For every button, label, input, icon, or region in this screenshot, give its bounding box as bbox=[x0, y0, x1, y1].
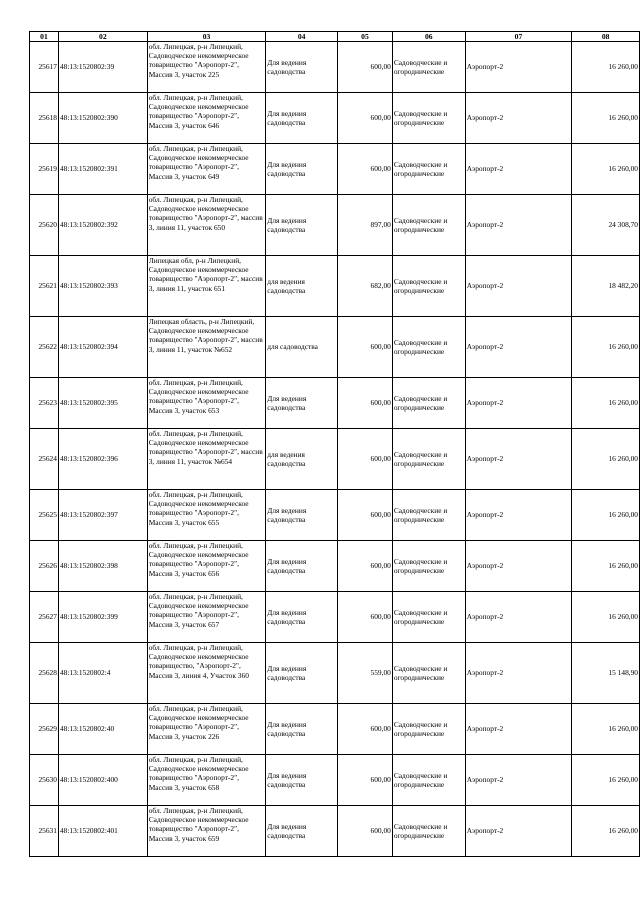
address-text: обл. Липецкая, р-н Липецкий, Садоводческое некоммерческое товарищество "Аэропорт-2", Массив 3, участок 659 bbox=[148, 806, 249, 843]
land-category-cell: Садоводческие и огороднические bbox=[392, 541, 465, 592]
address-cell bbox=[147, 704, 266, 755]
cadastral-number-cell: 48:13:1520802:398 bbox=[58, 541, 147, 592]
association-name-cell: Аэропорт-2 bbox=[465, 755, 572, 806]
cadastral-number-cell: 48:13:1520802:395 bbox=[58, 378, 147, 429]
permitted-use-cell: Для ведения садоводства bbox=[266, 144, 338, 195]
permitted-use-cell: Для ведения садоводства bbox=[266, 806, 338, 857]
table-row bbox=[30, 490, 640, 541]
row-number-cell: 25622 bbox=[30, 317, 59, 378]
address-text: обл. Липецкая, р-н Липецкий, Садоводческое некоммерческое товарищество "Аэропорт-2", Массив 3, участок 225 bbox=[148, 42, 249, 79]
address-cell bbox=[147, 755, 266, 806]
address-cell bbox=[147, 490, 266, 541]
permitted-use-cell: Для ведения садоводства bbox=[266, 643, 338, 704]
cadastral-value-cell: 16 260,00 bbox=[572, 93, 640, 144]
land-registry-table bbox=[29, 31, 640, 857]
cadastral-number-cell: 48:13:1520802:4 bbox=[58, 643, 147, 704]
permitted-use-cell: Для ведения садоводства bbox=[266, 541, 338, 592]
area-value-cell: 682,00 bbox=[338, 256, 393, 317]
cadastral-value-cell: 15 148,90 bbox=[572, 643, 640, 704]
association-name-cell: Аэропорт-2 bbox=[465, 378, 572, 429]
address-cell bbox=[147, 93, 266, 144]
land-category-cell: Садоводческие и огороднические bbox=[392, 42, 465, 93]
area-value-cell: 559,00 bbox=[338, 643, 393, 704]
land-category-cell: Садоводческие и огороднические bbox=[392, 592, 465, 643]
cadastral-number-cell: 48:13:1520802:397 bbox=[58, 490, 147, 541]
table-row bbox=[30, 144, 640, 195]
association-name-cell: Аэропорт-2 bbox=[465, 490, 572, 541]
cadastral-number-cell: 48:13:1520802:392 bbox=[58, 195, 147, 256]
row-number-cell: 25621 bbox=[30, 256, 59, 317]
column-header-01: 01 bbox=[30, 32, 59, 42]
cadastral-number-cell: 48:13:1520802:396 bbox=[58, 429, 147, 490]
area-value-cell: 897,00 bbox=[338, 195, 393, 256]
cadastral-value-cell: 16 260,00 bbox=[572, 755, 640, 806]
address-cell bbox=[147, 256, 266, 317]
row-number-cell: 25627 bbox=[30, 592, 59, 643]
column-header-03: 03 bbox=[147, 32, 266, 42]
area-value-cell: 600,00 bbox=[338, 755, 393, 806]
table-row bbox=[30, 704, 640, 755]
address-text: Липецкая область, р-н Липецкий, Садоводческое некоммерческое товарищество "Аэропорт-2", массив 3, линия 11, участок №652 bbox=[148, 317, 263, 354]
table-body bbox=[30, 42, 640, 857]
address-text: обл. Липецкая, р-н Липецкий, Садоводческое некоммерческое товарищество "Аэропорт-2", Массив 3, участок 658 bbox=[148, 755, 249, 792]
cadastral-value-cell: 24 308,70 bbox=[572, 195, 640, 256]
cadastral-number-cell: 48:13:1520802:399 bbox=[58, 592, 147, 643]
cadastral-number-cell: 48:13:1520802:390 bbox=[58, 93, 147, 144]
address-text: обл. Липецкая, р-н Липецкий, Садоводческое некоммерческое товарищество "Аэропорт-2", Массив 3, участок 653 bbox=[148, 378, 249, 415]
address-cell bbox=[147, 42, 266, 93]
land-category-cell: Садоводческие и огороднические bbox=[392, 429, 465, 490]
land-category-cell: Садоводческие и огороднические bbox=[392, 378, 465, 429]
cadastral-value-cell: 16 260,00 bbox=[572, 806, 640, 857]
association-name-cell: Аэропорт-2 bbox=[465, 256, 572, 317]
area-value-cell: 600,00 bbox=[338, 490, 393, 541]
column-header-05: 05 bbox=[338, 32, 393, 42]
table-row bbox=[30, 592, 640, 643]
address-text: обл. Липецкая, р-н Липецкий, Садоводческое некоммерческое товарищество "Аэропорт-2", Массив 3, участок 646 bbox=[148, 93, 249, 130]
row-number-cell: 25617 bbox=[30, 42, 59, 93]
address-cell bbox=[147, 643, 266, 704]
row-number-cell: 25631 bbox=[30, 806, 59, 857]
cadastral-value-cell: 18 482,20 bbox=[572, 256, 640, 317]
association-name-cell: Аэропорт-2 bbox=[465, 144, 572, 195]
column-header-07: 07 bbox=[465, 32, 572, 42]
address-text: обл. Липецкая, р-н Липецкий, Садоводческое некоммерческое товарищество "Аэропорт-2", Массив 3, участок 656 bbox=[148, 541, 249, 578]
table-row bbox=[30, 317, 640, 378]
row-number-cell: 25623 bbox=[30, 378, 59, 429]
area-value-cell: 600,00 bbox=[338, 42, 393, 93]
permitted-use-cell: Для ведения садоводства bbox=[266, 704, 338, 755]
cadastral-value-cell: 16 260,00 bbox=[572, 704, 640, 755]
cadastral-number-cell: 48:13:1520802:391 bbox=[58, 144, 147, 195]
association-name-cell: Аэропорт-2 bbox=[465, 643, 572, 704]
land-category-cell: Садоводческие и огороднические bbox=[392, 704, 465, 755]
address-cell bbox=[147, 592, 266, 643]
header-row bbox=[30, 32, 640, 42]
area-value-cell: 600,00 bbox=[338, 806, 393, 857]
row-number-cell: 25618 bbox=[30, 93, 59, 144]
land-category-cell: Садоводческие и огороднические bbox=[392, 93, 465, 144]
row-number-cell: 25619 bbox=[30, 144, 59, 195]
association-name-cell: Аэропорт-2 bbox=[465, 42, 572, 93]
cadastral-value-cell: 16 260,00 bbox=[572, 144, 640, 195]
address-text: обл. Липецкая, р-н Липецкий, Садоводческое некоммерческое товарищество "Аэропорт-2", массив 3, линия 11, участок №654 bbox=[148, 429, 263, 466]
permitted-use-cell: Для ведения садоводства bbox=[266, 755, 338, 806]
table-row bbox=[30, 429, 640, 490]
land-category-cell: Садоводческие и огороднические bbox=[392, 643, 465, 704]
permitted-use-cell: Для ведения садоводства bbox=[266, 195, 338, 256]
table-row bbox=[30, 42, 640, 93]
cadastral-value-cell: 16 260,00 bbox=[572, 490, 640, 541]
address-text: обл. Липецкая, р-н Липецкий, Садоводческое некоммерческое товарищество "Аэропорт-2", Массив 3, участок 655 bbox=[148, 490, 249, 527]
cadastral-number-cell: 48:13:1520802:401 bbox=[58, 806, 147, 857]
land-category-cell: Садоводческие и огороднические bbox=[392, 256, 465, 317]
address-text: обл. Липецкая, р-н Липецкий, Садоводческое некоммерческое товарищество, "Аэропорт-2", Массив 3, линия 4, Участок 360 bbox=[148, 643, 249, 680]
address-text: обл. Липецкая, р-н Липецкий, Садоводческое некоммерческое товарищество "Аэропорт-2", Массив 3, участок 657 bbox=[148, 592, 249, 629]
permitted-use-cell: для ведения садоводства bbox=[266, 429, 338, 490]
cadastral-number-cell: 48:13:1520802:39 bbox=[58, 42, 147, 93]
permitted-use-cell: Для ведения садоводства bbox=[266, 93, 338, 144]
cadastral-number-cell: 48:13:1520802:400 bbox=[58, 755, 147, 806]
address-text: Липецкая обл, р-н Липецкий, Садоводческое некоммерческое товарищество "Аэропорт-2", массив 3, линия 11, участок 651 bbox=[148, 256, 263, 293]
area-value-cell: 600,00 bbox=[338, 592, 393, 643]
column-header-06: 06 bbox=[392, 32, 465, 42]
cadastral-value-cell: 16 260,00 bbox=[572, 429, 640, 490]
cadastral-number-cell: 48:13:1520802:40 bbox=[58, 704, 147, 755]
cadastral-value-cell: 16 260,00 bbox=[572, 42, 640, 93]
table-row bbox=[30, 755, 640, 806]
cadastral-value-cell: 16 260,00 bbox=[572, 541, 640, 592]
cadastral-number-cell: 48:13:1520802:393 bbox=[58, 256, 147, 317]
address-cell bbox=[147, 195, 266, 256]
permitted-use-cell: Для ведения садоводства bbox=[266, 42, 338, 93]
permitted-use-cell: Для ведения садоводства bbox=[266, 490, 338, 541]
association-name-cell: Аэропорт-2 bbox=[465, 93, 572, 144]
table-row bbox=[30, 378, 640, 429]
association-name-cell: Аэропорт-2 bbox=[465, 592, 572, 643]
permitted-use-cell: Для ведения садоводства bbox=[266, 378, 338, 429]
land-category-cell: Садоводческие и огороднические bbox=[392, 144, 465, 195]
area-value-cell: 600,00 bbox=[338, 429, 393, 490]
association-name-cell: Аэропорт-2 bbox=[465, 541, 572, 592]
land-category-cell: Садоводческие и огороднические bbox=[392, 317, 465, 378]
column-header-02: 02 bbox=[58, 32, 147, 42]
cadastral-value-cell: 16 260,00 bbox=[572, 378, 640, 429]
association-name-cell: Аэропорт-2 bbox=[465, 317, 572, 378]
permitted-use-cell: для садоводства bbox=[266, 317, 338, 378]
address-cell bbox=[147, 806, 266, 857]
land-category-cell: Садоводческие и огороднические bbox=[392, 755, 465, 806]
table-row bbox=[30, 195, 640, 256]
area-value-cell: 600,00 bbox=[338, 317, 393, 378]
area-value-cell: 600,00 bbox=[338, 93, 393, 144]
table-row bbox=[30, 643, 640, 704]
address-cell bbox=[147, 541, 266, 592]
permitted-use-cell: Для ведения садоводства bbox=[266, 592, 338, 643]
land-category-cell: Садоводческие и огороднические bbox=[392, 490, 465, 541]
permitted-use-cell: для ведения садоводства bbox=[266, 256, 338, 317]
association-name-cell: Аэропорт-2 bbox=[465, 704, 572, 755]
row-number-cell: 25624 bbox=[30, 429, 59, 490]
row-number-cell: 25630 bbox=[30, 755, 59, 806]
area-value-cell: 600,00 bbox=[338, 704, 393, 755]
association-name-cell: Аэропорт-2 bbox=[465, 195, 572, 256]
column-header-08: 08 bbox=[572, 32, 640, 42]
row-number-cell: 25620 bbox=[30, 195, 59, 256]
row-number-cell: 25626 bbox=[30, 541, 59, 592]
address-text: обл. Липецкая, р-н Липецкий, Садоводческое некоммерческое товарищество "Аэропорт-2", Массив 3, участок 226 bbox=[148, 704, 249, 741]
address-cell bbox=[147, 429, 266, 490]
table-row bbox=[30, 541, 640, 592]
area-value-cell: 600,00 bbox=[338, 378, 393, 429]
area-value-cell: 600,00 bbox=[338, 144, 393, 195]
land-category-cell: Садоводческие и огороднические bbox=[392, 806, 465, 857]
association-name-cell: Аэропорт-2 bbox=[465, 429, 572, 490]
row-number-cell: 25625 bbox=[30, 490, 59, 541]
cadastral-value-cell: 16 260,00 bbox=[572, 592, 640, 643]
table-row bbox=[30, 93, 640, 144]
land-category-cell: Садоводческие и огороднические bbox=[392, 195, 465, 256]
column-header-04: 04 bbox=[266, 32, 338, 42]
address-cell bbox=[147, 317, 266, 378]
address-cell bbox=[147, 144, 266, 195]
cadastral-number-cell: 48:13:1520802:394 bbox=[58, 317, 147, 378]
address-text: обл. Липецкая, р-н Липецкий, Садоводческое некоммерческое товарищество "Аэропорт-2", массив 3, линия 11, участок 650 bbox=[148, 195, 263, 232]
row-number-cell: 25628 bbox=[30, 643, 59, 704]
table-row bbox=[30, 806, 640, 857]
table-row bbox=[30, 256, 640, 317]
association-name-cell: Аэропорт-2 bbox=[465, 806, 572, 857]
area-value-cell: 600,00 bbox=[338, 541, 393, 592]
row-number-cell: 25629 bbox=[30, 704, 59, 755]
address-text: обл. Липецкая, р-н Липецкий, Садоводческое некоммерческое товарищество "Аэропорт-2", Массив 3, участок 649 bbox=[148, 144, 249, 181]
cadastral-value-cell: 16 260,00 bbox=[572, 317, 640, 378]
address-cell bbox=[147, 378, 266, 429]
